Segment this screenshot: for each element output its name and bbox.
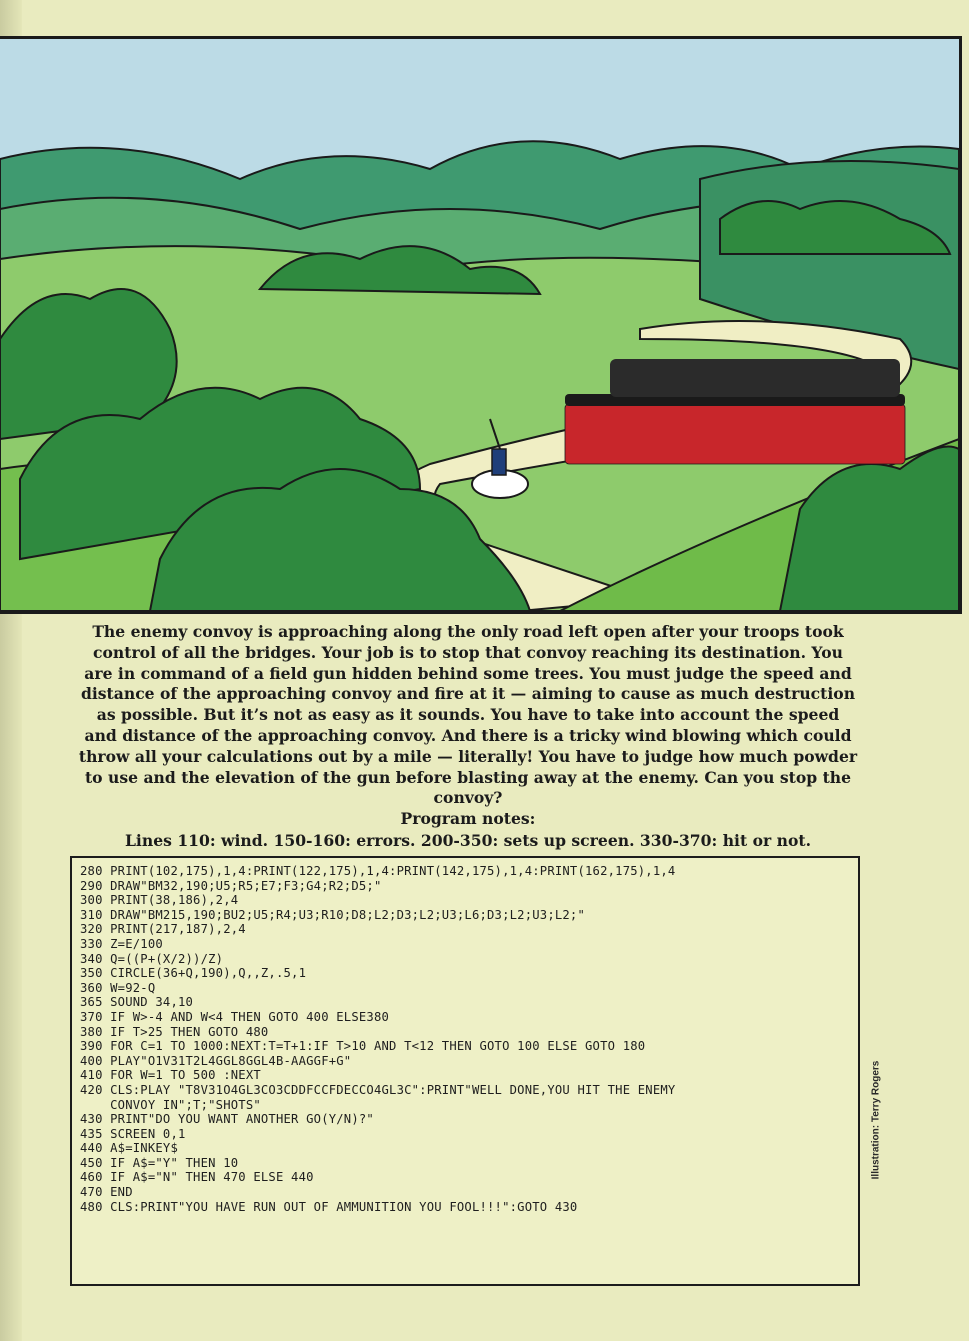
code-line: 290 DRAW"BM32,190;U5;R5;E7;F3;G4;R2;D5;" [80,878,382,893]
program-listing [70,856,860,1286]
battle-scene-illustration [0,39,959,611]
illustration [0,36,962,614]
program-notes-lines: Lines 110: wind. 150-160: errors. 200-350: sets up screen. 330-370: hit or not. [124,831,812,850]
program-notes-title: Program notes: [400,809,536,828]
intro-paragraph: The enemy convoy is approaching along the only road left open after your troops took control of all the bridges. Your job is to stop that convoy reaching its destination. You are in command of a field gun hidden behind some trees. You must judge the speed and distance of the approaching convoy and fire at it — aiming to cause as much destruction as possible. But it’s not as easy as it sounds. You have to take into account the speed and distance of the approaching convoy. And there is a tricky wind blowing which could throw all your calculations out by a mile — literally! You have to judge how much powder to use and the elevation of the gun before blasting away at the enemy. Can you stop the convoy? [78,622,858,808]
code-line: 400 PLAY"O1V31T2L4GGL8GGL4B-AAGGF+G" [80,1053,352,1068]
code-line: 450 IF A$="Y" THEN 10 [80,1155,239,1170]
code-line: 360 W=92-Q [80,980,156,995]
code-line: CONVOY IN";T;"SHOTS" [80,1097,261,1112]
code-line: 440 A$=INKEY$ [80,1141,178,1156]
code-line: 330 Z=E/100 [80,936,163,951]
code-line: 340 Q=((P+(X/2))/Z) [80,951,224,966]
code-line: 470 END [80,1185,133,1200]
code-line: 320 PRINT(217,187),2,4 [80,922,246,937]
code-line: 435 SCREEN 0,1 [80,1126,186,1141]
code-line: 380 IF T>25 THEN GOTO 480 [80,1024,269,1039]
illustration-credit [866,1040,886,1200]
code-line: 300 PRINT(38,186),2,4 [80,893,239,908]
code-line: 430 PRINT"DO YOU WANT ANOTHER GO(Y/N)?" [80,1112,374,1127]
code-line: 410 FOR W=1 TO 500 :NEXT [80,1068,261,1083]
credit-text: Illustration: Terry Rogers [870,1060,882,1180]
code-line: 310 DRAW"BM215,190;BU2;U5;R4;U3;R10;D8;L2;D3;L2;U3;L6;D3;L2;U3;L2;" [80,907,586,922]
code-line: 460 IF A$="N" THEN 470 ELSE 440 [80,1170,314,1185]
code-line: 390 FOR C=1 TO 1000:NEXT:T=T+1:IF T>10 AND T<12 THEN GOTO 100 ELSE GOTO 180 [80,1039,646,1054]
code-line: 365 SOUND 34,10 [80,995,194,1010]
code-line: 370 IF W>-4 AND W<4 THEN GOTO 400 ELSE380 [80,1009,390,1024]
code-line: 280 PRINT(102,175),1,4:PRINT(122,175),1,4:PRINT(142,175),1,4:PRINT(162,175),1,4 [80,864,676,878]
code-line: 480 CLS:PRINT"YOU HAVE RUN OUT OF AMMUNITION YOU FOOL!!!":GOTO 430 [80,1199,578,1214]
code-line: 350 CIRCLE(36+Q,190),Q,,Z,.5,1 [80,966,307,981]
code-line: 420 CLS:PLAY "T8V31O4GL3CO3CDDFCCFDECCO4GL3C":PRINT"WELL DONE,YOU HIT THE ENEMY [80,1082,676,1097]
